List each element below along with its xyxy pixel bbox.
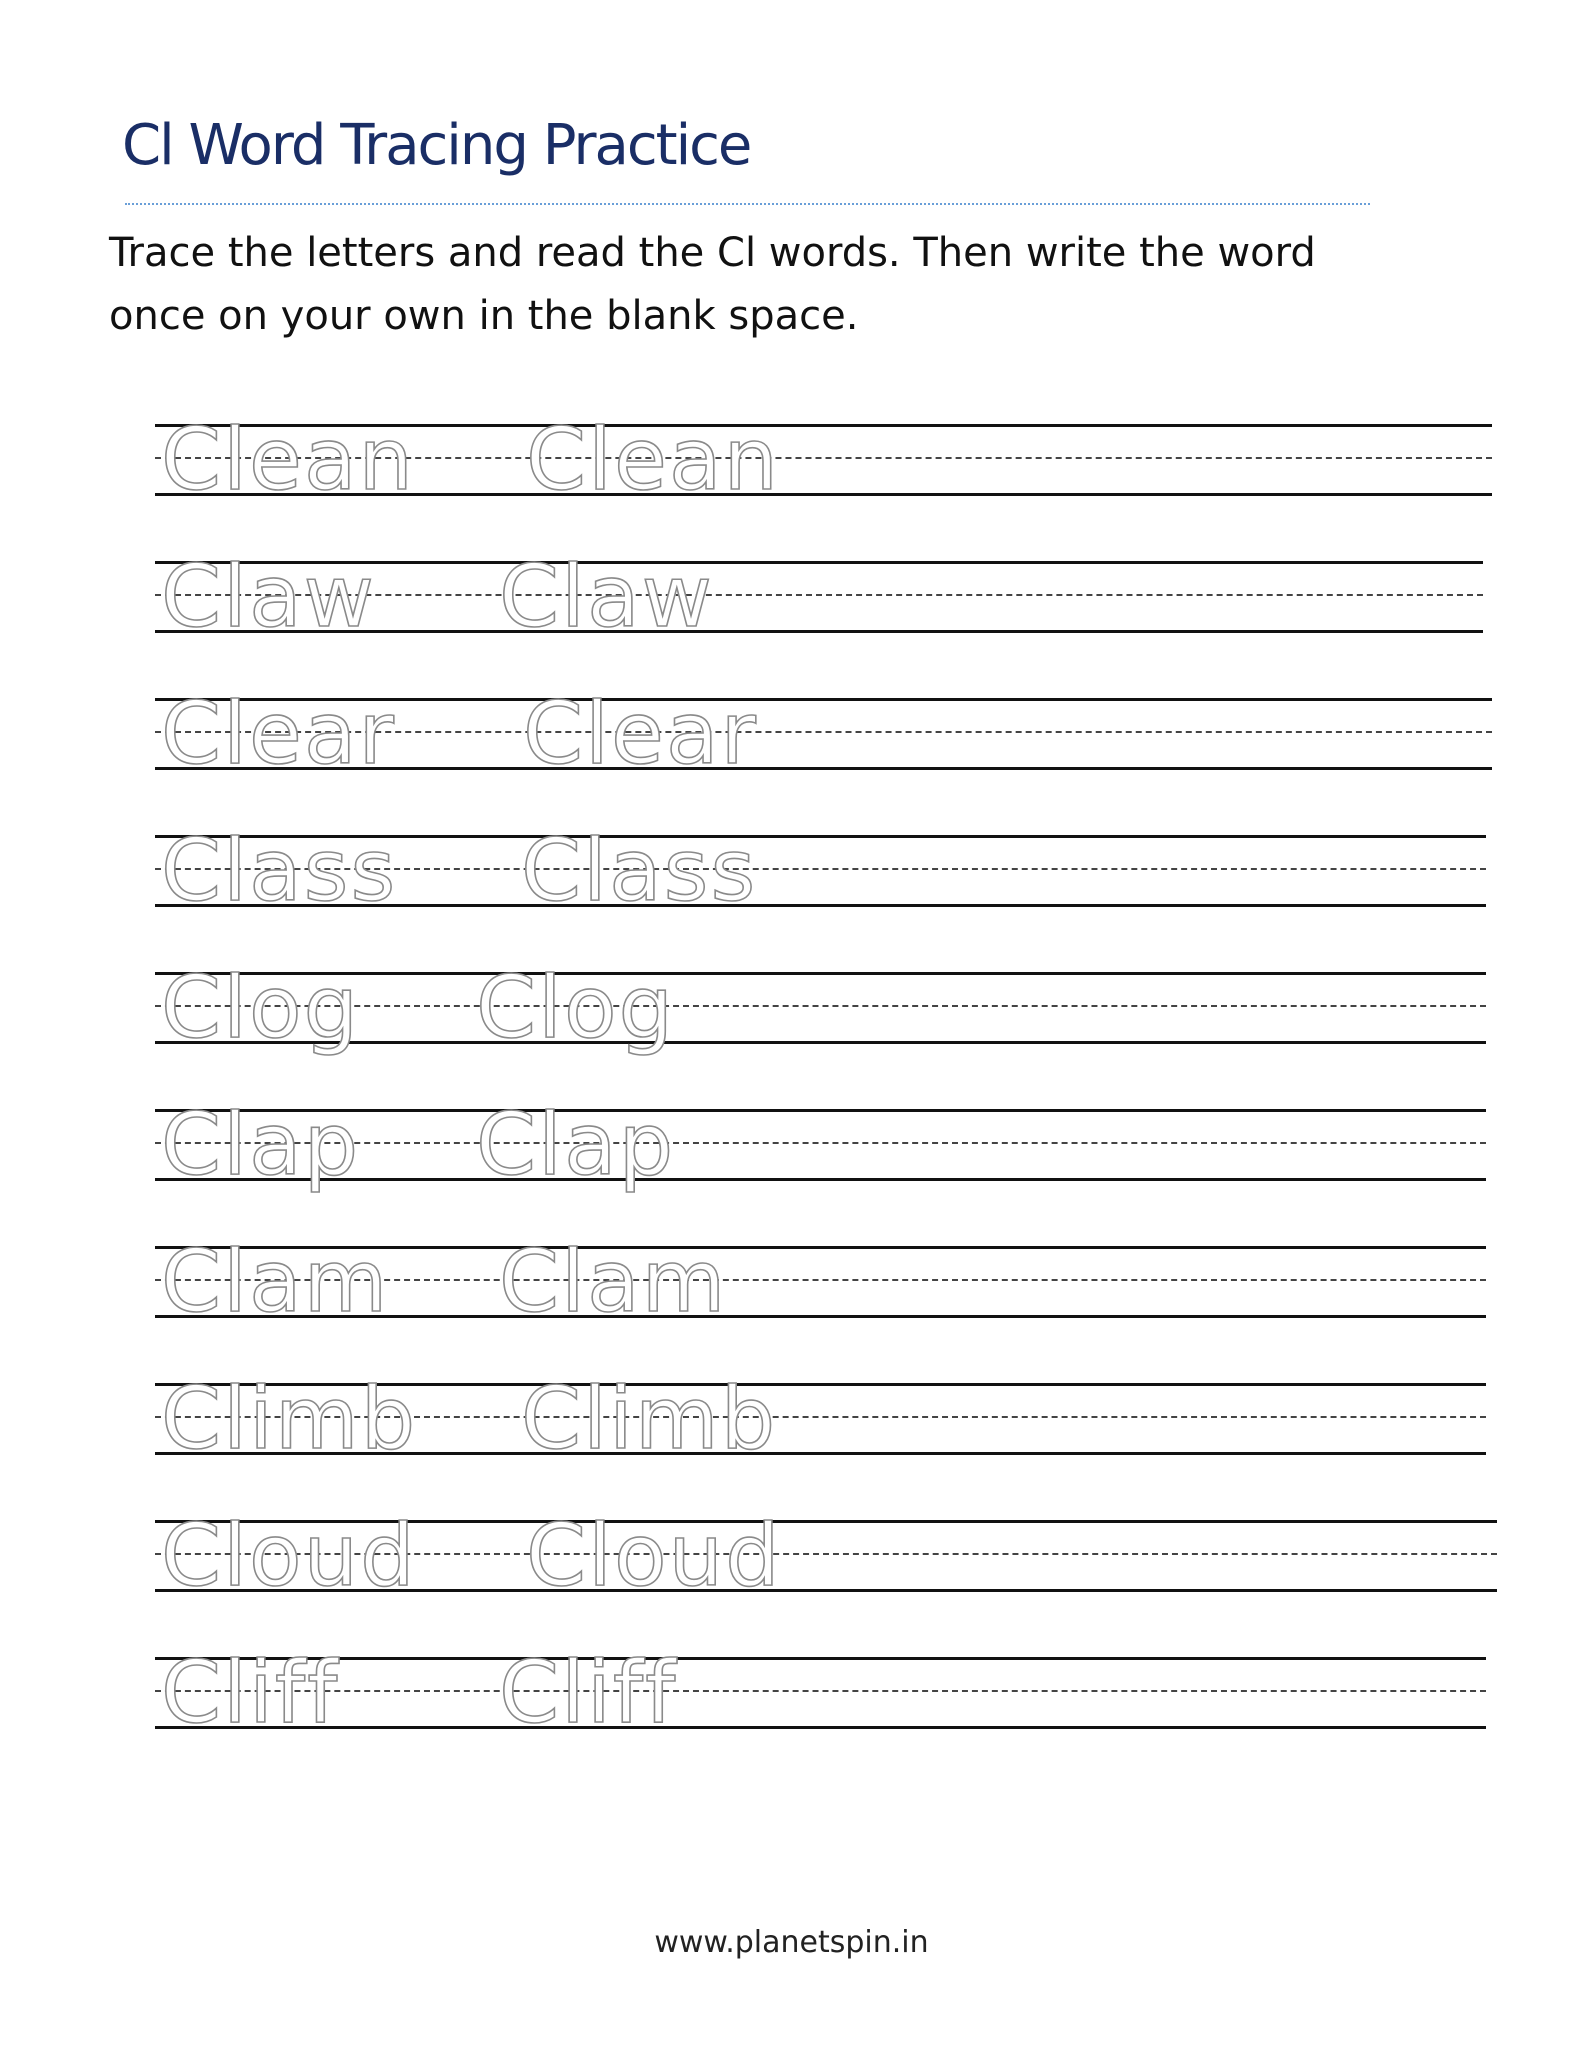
- tracing-row: [155, 821, 1486, 921]
- trace-word: Clap: [476, 1095, 676, 1195]
- tracing-row: [155, 684, 1492, 784]
- row-top-line: [155, 1657, 1486, 1660]
- trace-word: Cloud: [526, 1506, 782, 1606]
- trace-word: Claw: [499, 547, 714, 647]
- worksheet-title: Cl Word Tracing Practice: [122, 113, 751, 178]
- trace-word: Class: [521, 821, 758, 921]
- trace-word: Climb: [161, 1369, 418, 1469]
- trace-word: Cliff: [499, 1643, 678, 1743]
- trace-word: Clear: [161, 684, 396, 784]
- tracing-row: [155, 958, 1486, 1058]
- tracing-row: [155, 1095, 1486, 1195]
- row-mid-line: [155, 1690, 1486, 1692]
- trace-word: Clap: [161, 1095, 361, 1195]
- trace-word: Climb: [521, 1369, 778, 1469]
- trace-word: Cliff: [161, 1643, 340, 1743]
- tracing-row: [155, 410, 1492, 510]
- tracing-row: [155, 547, 1483, 647]
- tracing-row: [155, 1232, 1486, 1332]
- footer-website: www.planetspin.in: [654, 1925, 929, 1960]
- row-bottom-line: [155, 1726, 1486, 1729]
- trace-word: Cloud: [161, 1506, 417, 1606]
- trace-word: Clog: [476, 958, 676, 1058]
- trace-word: Clam: [161, 1232, 390, 1332]
- trace-word: Clear: [523, 684, 758, 784]
- tracing-row: [155, 1369, 1486, 1469]
- tracing-row: [155, 1643, 1486, 1743]
- trace-word: Claw: [161, 547, 376, 647]
- trace-word: Clog: [161, 958, 361, 1058]
- trace-word: Clean: [161, 410, 416, 510]
- instructions-text: Trace the letters and read the Cl words. Then write the word once on your own in the blank space.: [109, 230, 1316, 339]
- trace-word: Clean: [526, 410, 781, 510]
- tracing-row: [155, 1506, 1497, 1606]
- trace-word: Clam: [499, 1232, 728, 1332]
- trace-word: Class: [161, 821, 398, 921]
